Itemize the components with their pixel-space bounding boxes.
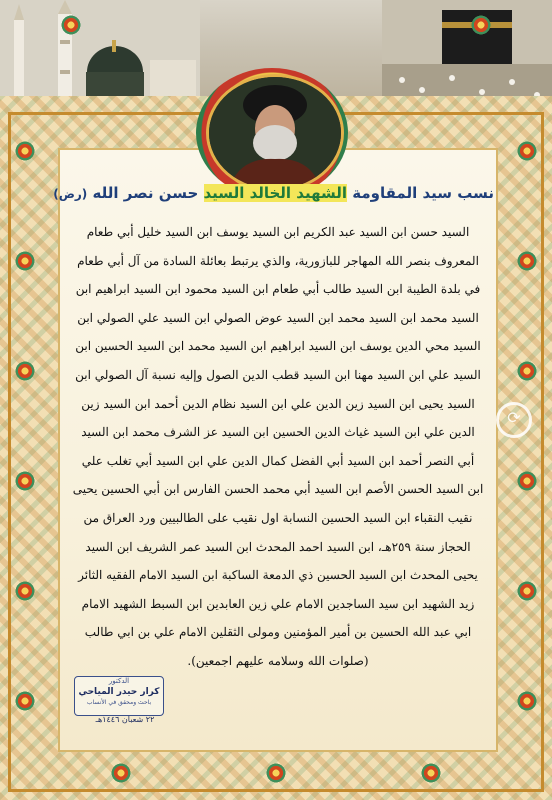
title-highlight: الشهيد الخالد السيد xyxy=(203,184,348,202)
signature-stamp xyxy=(74,676,164,716)
text-line: ابي عبد الله الحسين بن أمير المؤمنين ومولى الثقلين الامام علي بن ابي طالب xyxy=(84,625,472,640)
text-line: في بلدة الطيبة ابن السيد طالب أبي طعام ابن السيد محمود ابن السيد ابراهيم ابن xyxy=(75,282,481,297)
flower-ornament xyxy=(516,690,538,712)
text-line: (صلوات الله وسلامه عليهم اجمعين). xyxy=(187,653,369,668)
flower-ornament xyxy=(420,762,442,784)
stamp-subtitle: باحث ومحقق في الأنساب xyxy=(86,699,152,706)
flower-ornament xyxy=(265,762,287,784)
portrait-image xyxy=(206,74,344,192)
document-title xyxy=(53,184,494,202)
flower-ornament xyxy=(60,14,82,36)
stamp-role: الدكتور xyxy=(108,677,130,685)
text-line: الدين علي ابن السيد غياث الدين الحسين ابن السيد عز الشرف محمد ابن السيد xyxy=(81,425,475,440)
title-prefix: نسب سيد المقاومة xyxy=(352,184,494,202)
text-line: زيد الشهيد ابن سيد الساجدين الامام علي زين العابدين ابن السبط الشهيد الامام xyxy=(81,596,475,611)
flower-ornament xyxy=(516,360,538,382)
flower-ornament xyxy=(14,360,36,382)
flower-ornament xyxy=(14,580,36,602)
text-line: السيد محي الدين يوسف ابن السيد ابراهيم ابن السيد محمد ابن السيد الحسين ابن xyxy=(75,339,481,354)
text-line: السيد يحيى ابن السيد زين الدين علي ابن السيد نظام الدين أحمد ابن السيد زين xyxy=(81,396,475,411)
text-line: السيد علي ابن السيد مهنا ابن السيد قطب الدين الصول وإليه نسبة آل الصولي ابن xyxy=(75,367,481,382)
flower-ornament xyxy=(516,470,538,492)
text-line: السيد محمد ابن السيد محمد ابن السيد عوض الصولي ابن السيد علي الصولي ابن xyxy=(77,310,479,325)
text-line: نقيب النقباء ابن السيد الحسين النسابة اول نقيب على الطالبيين ورد العراق من xyxy=(83,510,473,525)
flower-ornament xyxy=(14,690,36,712)
lineage-text xyxy=(62,218,494,676)
flower-ornament xyxy=(516,140,538,162)
text-line: السيد حسن ابن السيد عبد الكريم ابن السيد يوسف ابن السيد خليل أبي طعام xyxy=(86,225,470,239)
title-suffix: (رض) xyxy=(53,187,88,201)
flower-ornament xyxy=(14,250,36,272)
flower-ornament xyxy=(516,580,538,602)
flower-ornament xyxy=(14,470,36,492)
text-line: أبي النصر أحمد ابن السيد أبي الفضل كمال الدين علي ابن السيد أبي تغلب علي xyxy=(81,453,475,468)
watermark-icon: ⟳ xyxy=(496,402,532,438)
title-name: حسن نصر الله xyxy=(92,184,199,202)
text-line: الحجاز سنة ٢٥٩هـ، ابن السيد احمد المحدث ابن السيد عمر الشريف ابن السيد xyxy=(85,539,471,554)
flower-ornament xyxy=(516,250,538,272)
stamp-name: كرار حيدر المياحي xyxy=(78,687,160,697)
flower-ornament xyxy=(110,762,132,784)
flower-ornament xyxy=(14,140,36,162)
text-line: المعروف بنصر الله المهاجر للبازورية، والذي يرتبط بعائلة السادة من آل أبي طعام xyxy=(77,253,479,268)
text-line: يحيى المحدث ابن السيد الحسين ذي الدمعة الساكبة ابن السيد الامام الفقيه الثائر xyxy=(78,568,478,583)
flower-ornament xyxy=(470,14,492,36)
signature-date: ٢٢ شعبان ١٤٤٦هـ xyxy=(95,715,155,724)
text-line: ابن السيد الحسن الأصم ابن السيد أبي محمد الحسن الفارس ابن أبي الحسين يحيى xyxy=(72,482,484,497)
